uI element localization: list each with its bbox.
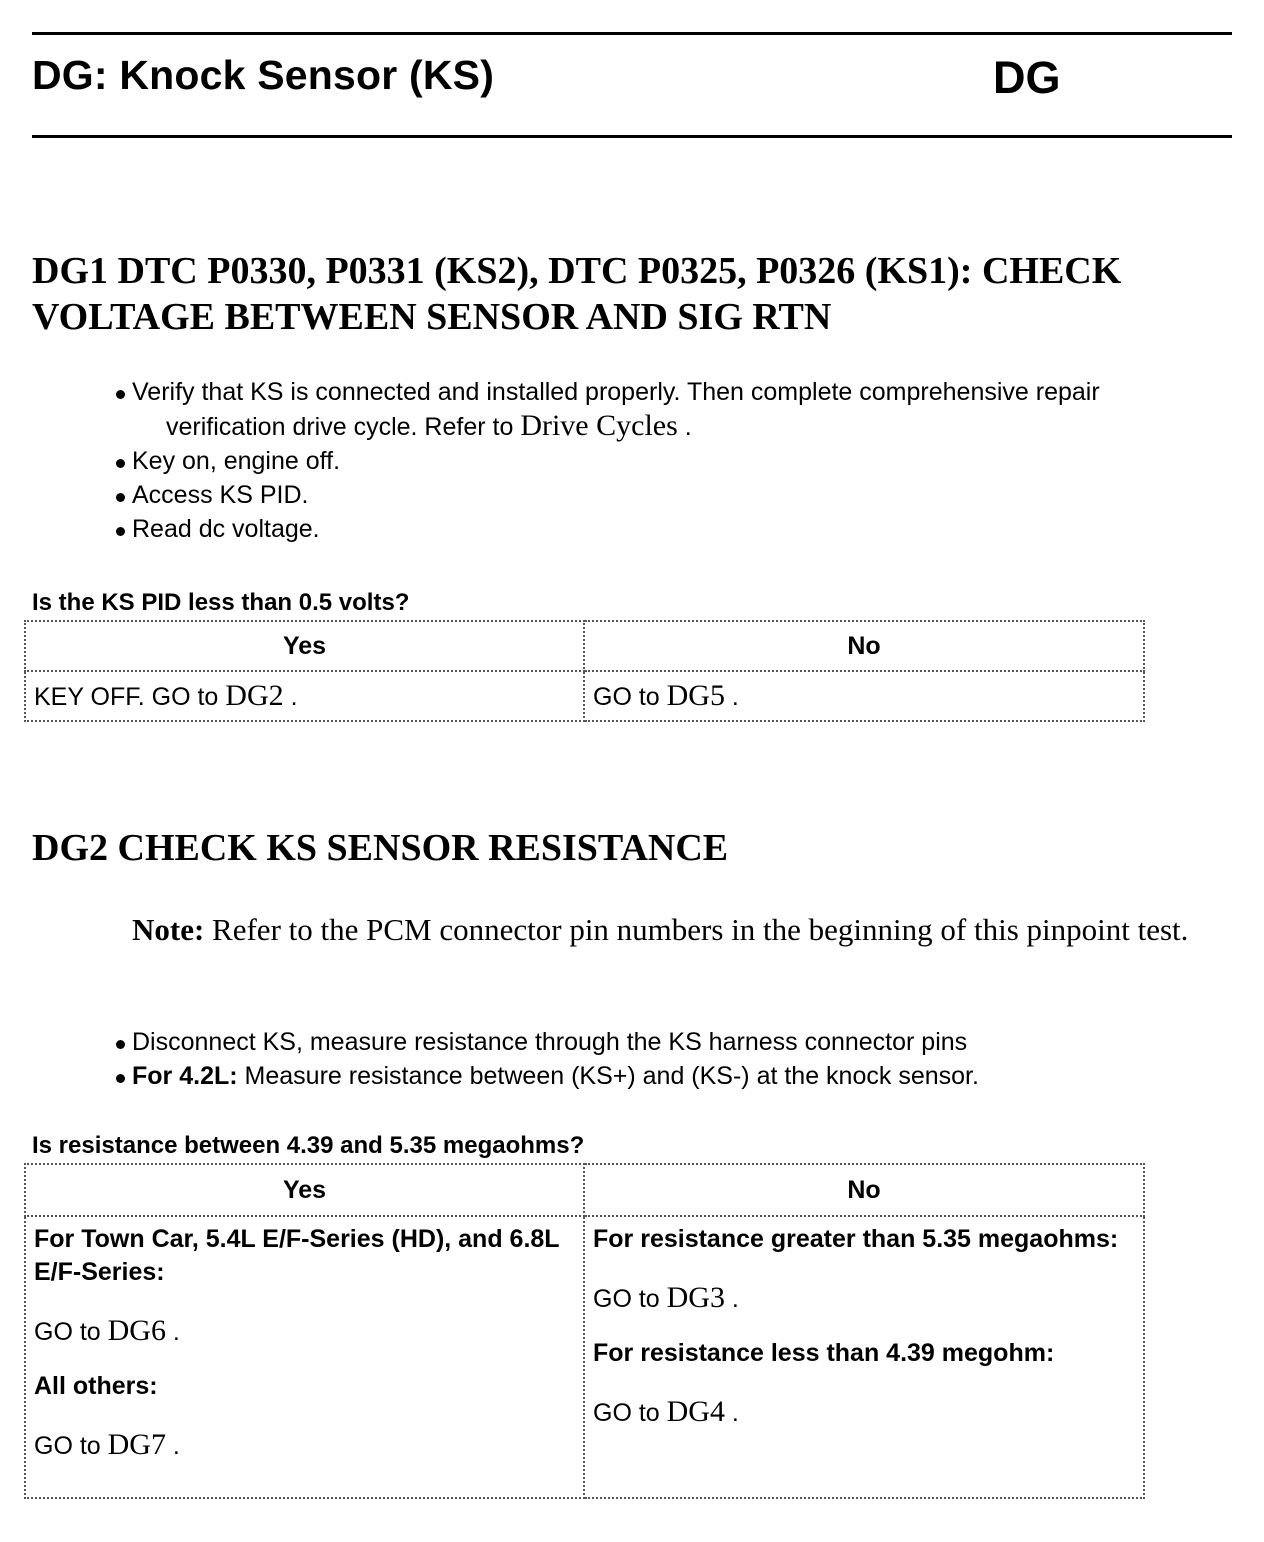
dg1-heading — [32, 248, 1121, 340]
dg2-heading: DG2 CHECK KS SENSOR RESISTANCE — [32, 827, 729, 869]
yes-cell — [25, 1216, 584, 1498]
dg3-link[interactable]: DG3 — [666, 1281, 725, 1314]
bullet-icon — [116, 527, 125, 536]
dg1-heading-line2: VOLTAGE BETWEEN SENSOR AND SIG RTN — [32, 296, 832, 338]
dg1-step1-line1: Verify that KS is connected and installed properly. Then complete comprehensive repair — [132, 378, 1100, 406]
drive-cycles-link[interactable]: Drive Cycles — [520, 409, 678, 442]
no-go-text: GO to — [593, 1399, 660, 1427]
no-go-line-2 — [593, 1392, 1135, 1433]
header-bottom-rule — [32, 135, 1232, 138]
no-go-text: GO to — [593, 683, 660, 711]
list-item — [110, 375, 1100, 444]
yes-go-text: GO to — [34, 1318, 101, 1346]
bullet-icon — [116, 390, 125, 399]
yes-cell — [25, 671, 584, 721]
top-rule — [32, 32, 1232, 35]
yes-header: Yes — [25, 621, 584, 671]
dg5-link[interactable]: DG5 — [666, 679, 725, 712]
list-item — [110, 1059, 979, 1093]
period-text: . — [165, 1318, 180, 1346]
no-cell — [584, 671, 1144, 721]
yes-condition-1: For Town Car, 5.4L E/F-Series (HD), and 6.8L E/F-Series: — [34, 1225, 560, 1286]
yes-go-text: KEY OFF. GO to — [34, 683, 219, 711]
yes-condition-2: All others: — [34, 1372, 158, 1400]
yes-go-line-1 — [34, 1311, 575, 1352]
dg1-question: Is the KS PID less than 0.5 volts? — [32, 589, 410, 616]
dg1-step2: Key on, engine off. — [132, 447, 341, 475]
bullet-icon — [116, 1040, 125, 1049]
dg1-steps-list — [110, 375, 1100, 546]
list-item — [110, 1025, 979, 1059]
dg2-step2-text: Measure resistance between (KS+) and (KS-) at the knock sensor. — [244, 1062, 979, 1090]
no-cell — [584, 1216, 1144, 1498]
yes-header: Yes — [25, 1164, 584, 1216]
period-text: . — [283, 683, 298, 711]
list-item — [110, 444, 1100, 478]
note-text: Refer to the PCM connector pin numbers in the beginning of this pinpoint test. — [212, 912, 1189, 947]
note-label: Note: — [132, 912, 205, 947]
dg2-result-table — [24, 1163, 1145, 1499]
list-item — [110, 478, 1100, 512]
bullet-icon — [116, 493, 125, 502]
no-condition-2: For resistance less than 4.39 megohm: — [593, 1339, 1055, 1367]
bullet-icon — [116, 1074, 125, 1083]
dg1-result-table — [24, 620, 1145, 722]
dg2-question: Is resistance between 4.39 and 5.35 megaohms? — [32, 1132, 585, 1159]
no-condition-1: For resistance greater than 5.35 megaohms: — [593, 1225, 1119, 1253]
dg1-heading-line1: DG1 DTC P0330, P0331 (KS2), DTC P0325, P0326 (KS1): CHECK — [32, 250, 1122, 292]
dg6-link[interactable]: DG6 — [107, 1314, 166, 1347]
yes-go-line-2 — [34, 1425, 575, 1466]
period-text: . — [724, 683, 739, 711]
no-go-text: GO to — [593, 1285, 660, 1313]
dg1-step4: Read dc voltage. — [132, 515, 320, 543]
dg2-step1: Disconnect KS, measure resistance through the KS harness connector pins — [132, 1028, 968, 1056]
dg1-step1-line2 — [132, 409, 1100, 444]
dg2-note — [132, 910, 1222, 949]
dg1-step3: Access KS PID. — [132, 481, 309, 509]
no-header: No — [584, 621, 1144, 671]
dg2-step2-label: For 4.2L: — [132, 1062, 238, 1090]
no-header: No — [584, 1164, 1144, 1216]
dg7-link[interactable]: DG7 — [107, 1428, 166, 1461]
no-go-line-1 — [593, 1278, 1135, 1319]
bullet-icon — [116, 459, 125, 468]
period-text: . — [677, 413, 692, 441]
page-title: DG: Knock Sensor (KS) — [32, 52, 495, 98]
period-text: . — [724, 1399, 739, 1427]
yes-go-text: GO to — [34, 1432, 101, 1460]
list-item — [110, 512, 1100, 546]
section-code: DG — [993, 52, 1061, 103]
period-text: . — [165, 1432, 180, 1460]
dg4-link[interactable]: DG4 — [666, 1395, 725, 1428]
dg1-step1-text: verification drive cycle. Refer to — [166, 413, 514, 441]
dg2-link[interactable]: DG2 — [225, 679, 284, 712]
period-text: . — [724, 1285, 739, 1313]
dg2-steps-list — [110, 1025, 979, 1093]
